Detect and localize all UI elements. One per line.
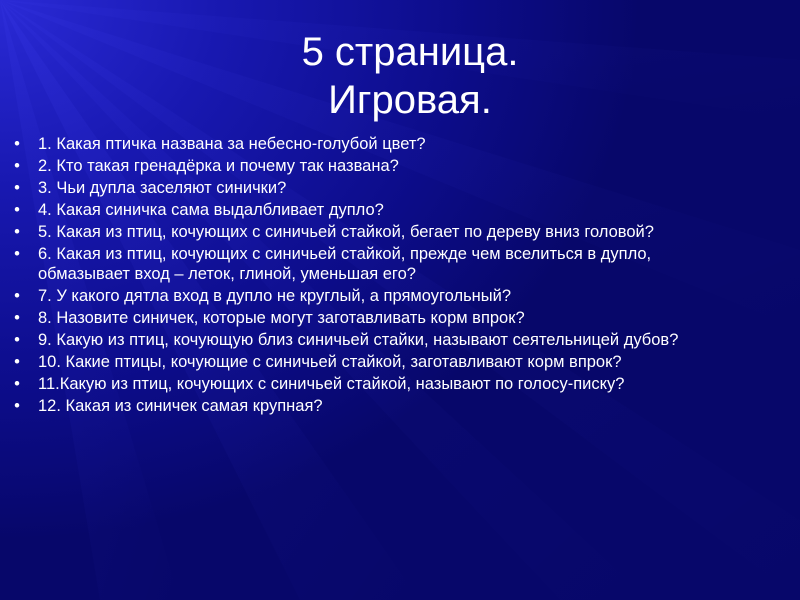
question-text: 1. Какая птичка названа за небесно-голубой цвет? (38, 135, 426, 153)
bullet-icon: • (14, 135, 20, 153)
list-item (10, 244, 710, 284)
list-item (10, 330, 710, 350)
bullet-icon: • (14, 353, 20, 371)
list-item (10, 286, 710, 306)
list-item (10, 352, 710, 372)
bullet-icon: • (14, 223, 20, 241)
title-line-1: 5 страница. (301, 30, 519, 74)
bullet-icon: • (14, 287, 20, 305)
question-text: 8. Назовите синичек, которые могут заготавливать корм впрок? (38, 309, 525, 327)
bullet-icon: • (14, 331, 20, 349)
question-text: 6. Какая из птиц, кочующих с синичьей стайкой, прежде чем вселиться в дупло, обмазывает вход – леток, глиной, уменьшая его? (38, 245, 652, 283)
list-item (10, 374, 710, 394)
bullet-icon: • (14, 375, 20, 393)
question-text: 7. У какого дятла вход в дупло не круглый, а прямоугольный? (38, 287, 512, 305)
question-text: 3. Чьи дупла заселяют синички? (38, 179, 287, 197)
bullet-icon: • (14, 201, 20, 219)
title-line-2: Игровая. (328, 78, 492, 122)
question-list (10, 134, 710, 418)
bullet-icon: • (14, 157, 20, 175)
list-item (10, 200, 710, 220)
list-item (10, 156, 710, 176)
question-text: 4. Какая синичка сама выдалбливает дупло? (38, 201, 384, 219)
list-item (10, 222, 710, 242)
list-item (10, 134, 710, 154)
bullet-icon: • (14, 309, 20, 327)
bullet-icon: • (14, 245, 20, 263)
question-text: 12. Какая из синичек самая крупная? (38, 397, 323, 415)
bullet-icon: • (14, 179, 20, 197)
question-text: 9. Какую из птиц, кочующую близ синичьей стайки, называют сеятельницей дубов? (38, 331, 679, 349)
question-text: 11.Какую из птиц, кочующих с синичьей стайкой, называют по голосу-писку? (38, 375, 625, 393)
list-item (10, 308, 710, 328)
bullet-icon: • (14, 397, 20, 415)
question-text: 10. Какие птицы, кочующие с синичьей стайкой, заготавливают корм впрок? (38, 353, 622, 371)
list-item (10, 396, 710, 416)
question-text: 2. Кто такая гренадёрка и почему так названа? (38, 157, 399, 175)
question-text: 5. Какая из птиц, кочующих с синичьей стайкой, бегает по дереву вниз головой? (38, 223, 654, 241)
list-item (10, 178, 710, 198)
slide-title (0, 28, 800, 124)
